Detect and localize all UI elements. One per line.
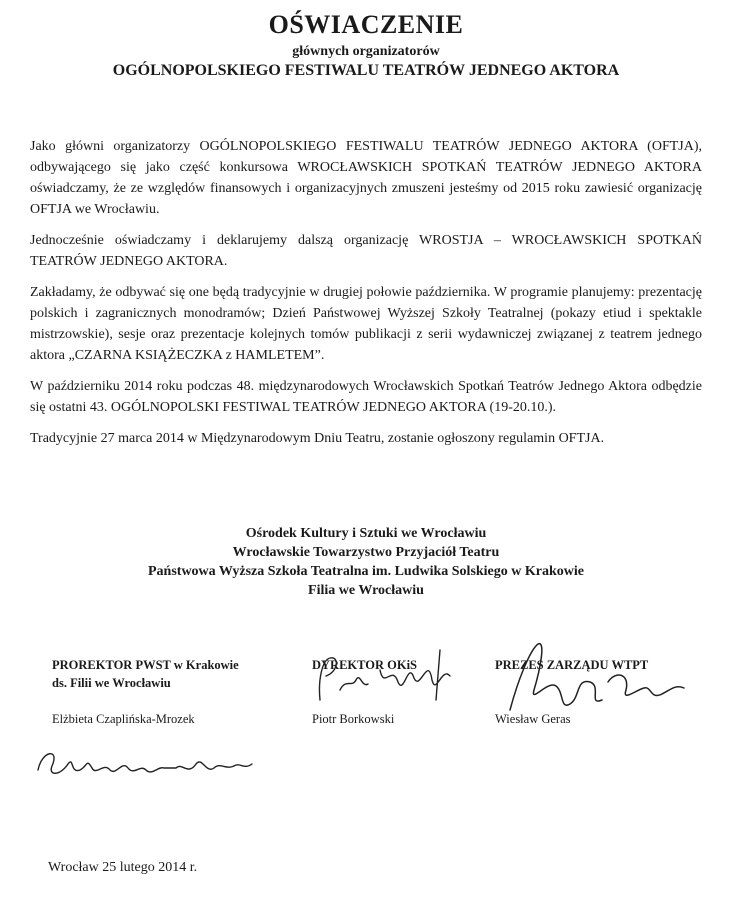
- paragraph: Jako główni organizatorzy OGÓLNOPOLSKIEGO FESTIWALU TEATRÓW JEDNEGO AKTORA (OFTJA), odbywającego się jako część konkursowa WROCŁAWSKICH SPOTKAŃ TEATRÓW JEDNEGO AKTORA oświadczamy, że ze względów finansowych i organizacyjnych zmuszeni jesteśmy od 2015 roku zawiesić organizację OFTJA we Wrocławiu.: [30, 139, 702, 217]
- signatory-role: PROREKTOR PWST w Krakowie: [52, 658, 239, 672]
- handwritten-signature-borkowski: [300, 640, 470, 710]
- paragraph: Jednocześnie oświadczamy i deklarujemy dalszą organizację WROSTJA – WROCŁAWSKICH SPOTKAŃ TEATRÓW JEDNEGO AKTORA.: [30, 233, 702, 269]
- signatory-name: Wiesław Geras: [495, 712, 571, 726]
- handwritten-signature-geras: [490, 630, 690, 720]
- signatory-name: Piotr Borkowski: [312, 712, 395, 726]
- organizers-block: [0, 524, 732, 600]
- organizer-line: Ośrodek Kultury i Sztuki we Wrocławiu: [245, 526, 487, 541]
- organizer-line: Filia we Wrocławiu: [308, 583, 424, 598]
- document-date: Wrocław 25 lutego 2014 r.: [48, 860, 198, 875]
- signatory-role-detail: ds. Filii we Wrocławiu: [52, 676, 171, 690]
- festival-name: OGÓLNOPOLSKIEGO FESTIWALU TEATRÓW JEDNEGO AKTORA: [112, 62, 620, 79]
- handwritten-signature-czaplinska: [30, 740, 260, 790]
- signatory-role: PREZES ZARZĄDU WTPT: [495, 658, 649, 672]
- signatory-name: Elżbieta Czaplińska-Mrozek: [52, 712, 195, 726]
- document-subtitle: głównych organizatorów: [292, 44, 440, 59]
- organizer-line: Wrocławskie Towarzystwo Przyjaciół Teatru: [232, 545, 500, 560]
- document-title: OŚWIACZENIE: [268, 10, 464, 39]
- paragraph: Zakładamy, że odbywać się one będą tradycyjnie w drugiej połowie października. W programie planujemy: prezentację polskich i zagranicznych monodramów; Dzień Państwowej Wyższej Szkoły Teatralnej (pokazy etiud i spektakle mistrzowskie), sesje oraz prezentacje kolejnych tomów publikacji z serii wydawniczej związanej z teatrem jednego aktora „CZARNA KSIĄŻECZKA z HAMLETEM”.: [30, 285, 702, 363]
- signatory-role: DYREKTOR OKiS: [312, 658, 417, 672]
- paragraph: Tradycyjnie 27 marca 2014 w Międzynarodowym Dniu Teatru, zostanie ogłoszony regulamin OFTJA.: [30, 431, 605, 446]
- statement-body: [30, 136, 702, 459]
- signatory-prorektor: [52, 656, 282, 727]
- paragraph: W październiku 2014 roku podczas 48. międzynarodowych Wrocławskich Spotkań Teatrów Jednego Aktora odbędzie się ostatni 43. OGÓLNOPOLSKI FESTIWAL TEATRÓW JEDNEGO AKTORA (19-20.10.).: [30, 379, 702, 415]
- organizer-line: Państwowa Wyższa Szkoła Teatralna im. Ludwika Solskiego w Krakowie: [148, 564, 584, 579]
